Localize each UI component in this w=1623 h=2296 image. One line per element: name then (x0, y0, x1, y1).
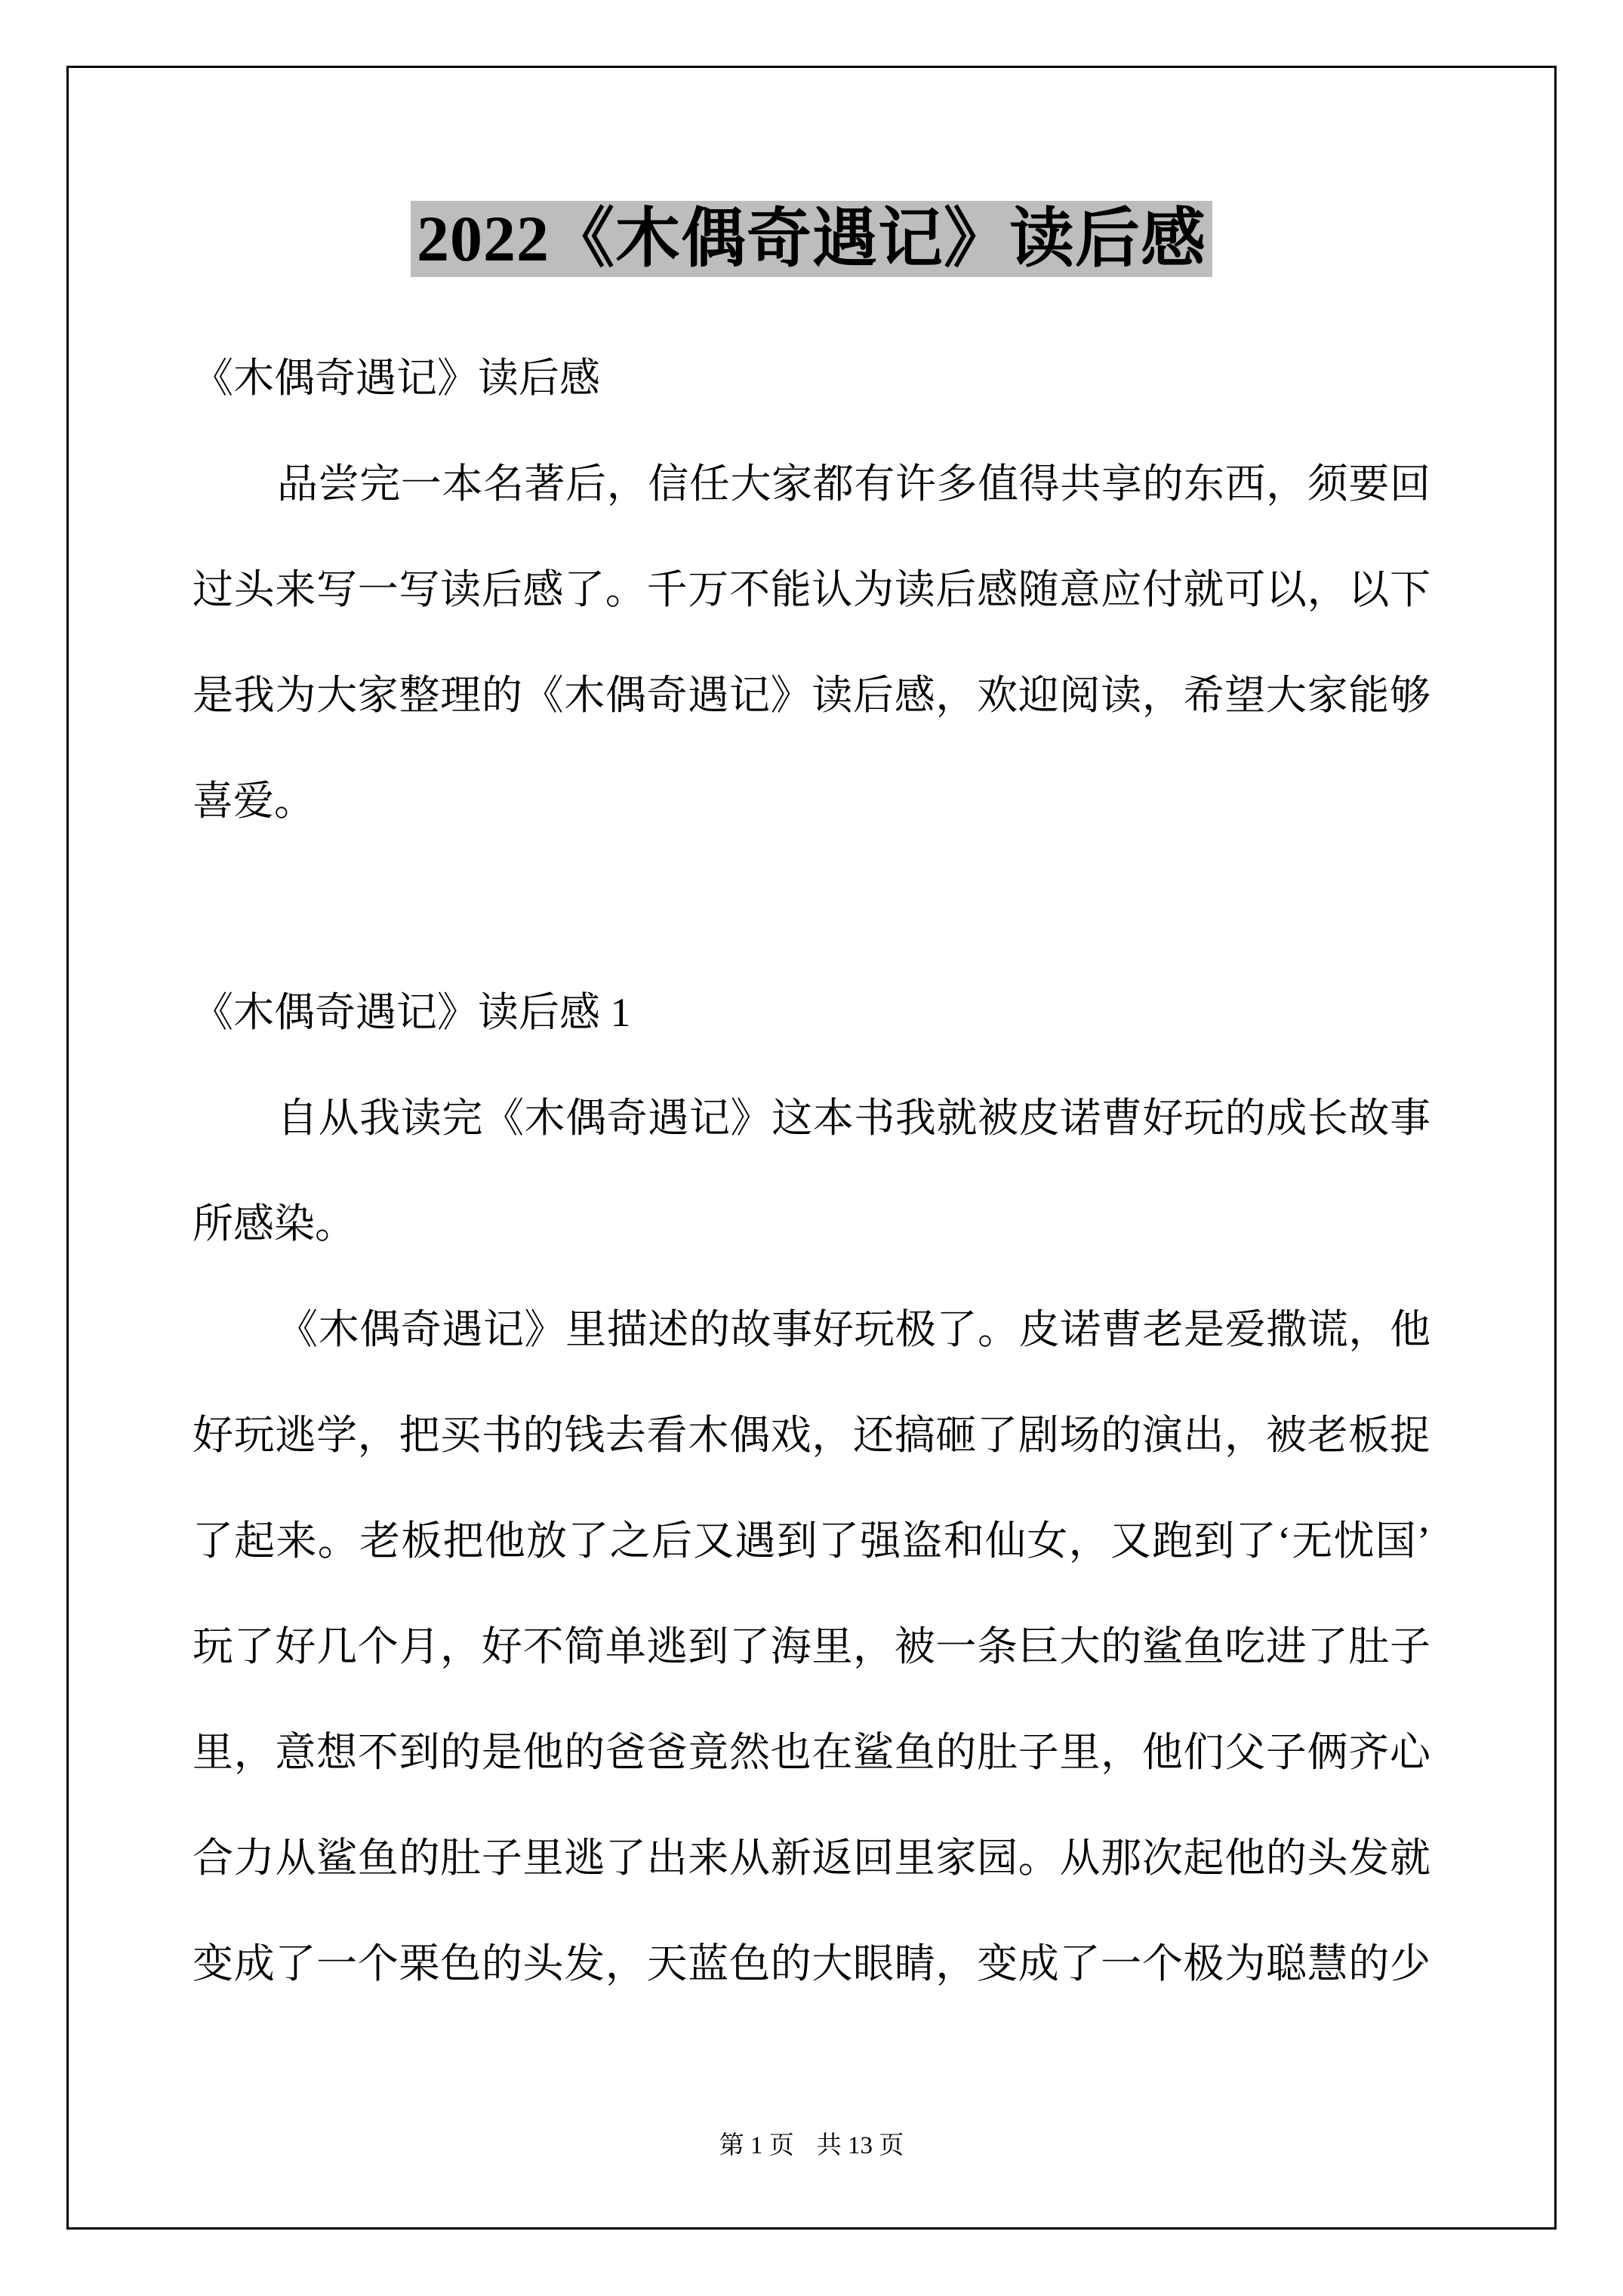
paragraph-line: 好玩逃学，把买书的钱去看木偶戏，还搞砸了剧场的演出，被老板捉 (192, 1413, 1431, 1458)
body-text (192, 325, 1431, 2017)
document-subheading: 《木偶奇遇记》读后感 (192, 356, 600, 401)
paragraph-line: 变成了一个栗色的头发，天蓝色的大眼睛，变成了一个极为聪慧的少 (192, 1941, 1431, 1986)
footer-total-pages: 共 13 页 (816, 2132, 904, 2159)
paragraph-line: 里，意想不到的是他的爸爸竟然也在鲨鱼的肚子里，他们父子俩齐心 (192, 1730, 1431, 1775)
paragraph-line: 喜爱。 (192, 778, 315, 824)
title-row (0, 201, 1623, 277)
blank-line (192, 854, 1431, 960)
section-heading: 《木偶奇遇记》读后感 1 (192, 990, 631, 1035)
paragraph-line: 合力从鲨鱼的肚子里逃了出来从新返回里家园。从那次起他的头发就 (192, 1835, 1431, 1881)
paragraph-line: 是我为大家整理的《木偶奇遇记》读后感，欢迎阅读，希望大家能够 (192, 673, 1431, 718)
page-footer (0, 2129, 1623, 2163)
paragraph-line: 过头来写一写读后感了。千万不能认为读后感随意应付就可以，以下 (192, 567, 1431, 612)
paragraph-line: 品尝完一本名著后，信任大家都有许多值得共享的东西，须要回 (277, 461, 1431, 507)
footer-page-number: 第 1 页 (719, 2132, 794, 2159)
paragraph-line: 所感染。 (192, 1201, 356, 1247)
paragraph-line: 玩了好几个月，好不简单逃到了海里，被一条巨大的鲨鱼吃进了肚子 (192, 1624, 1431, 1669)
paragraph-line: 自从我读完《木偶奇遇记》这本书我就被皮诺曹好玩的成长故事 (277, 1096, 1431, 1141)
paragraph-line: 《木偶奇遇记》里描述的故事好玩极了。皮诺曹老是爱撒谎，他 (277, 1307, 1431, 1352)
document-title: 2022《木偶奇遇记》读后感 (411, 201, 1212, 277)
paragraph-line: 了起来。老板把他放了之后又遇到了强盗和仙女，又跑到了‘无忧国’ (192, 1518, 1431, 1564)
